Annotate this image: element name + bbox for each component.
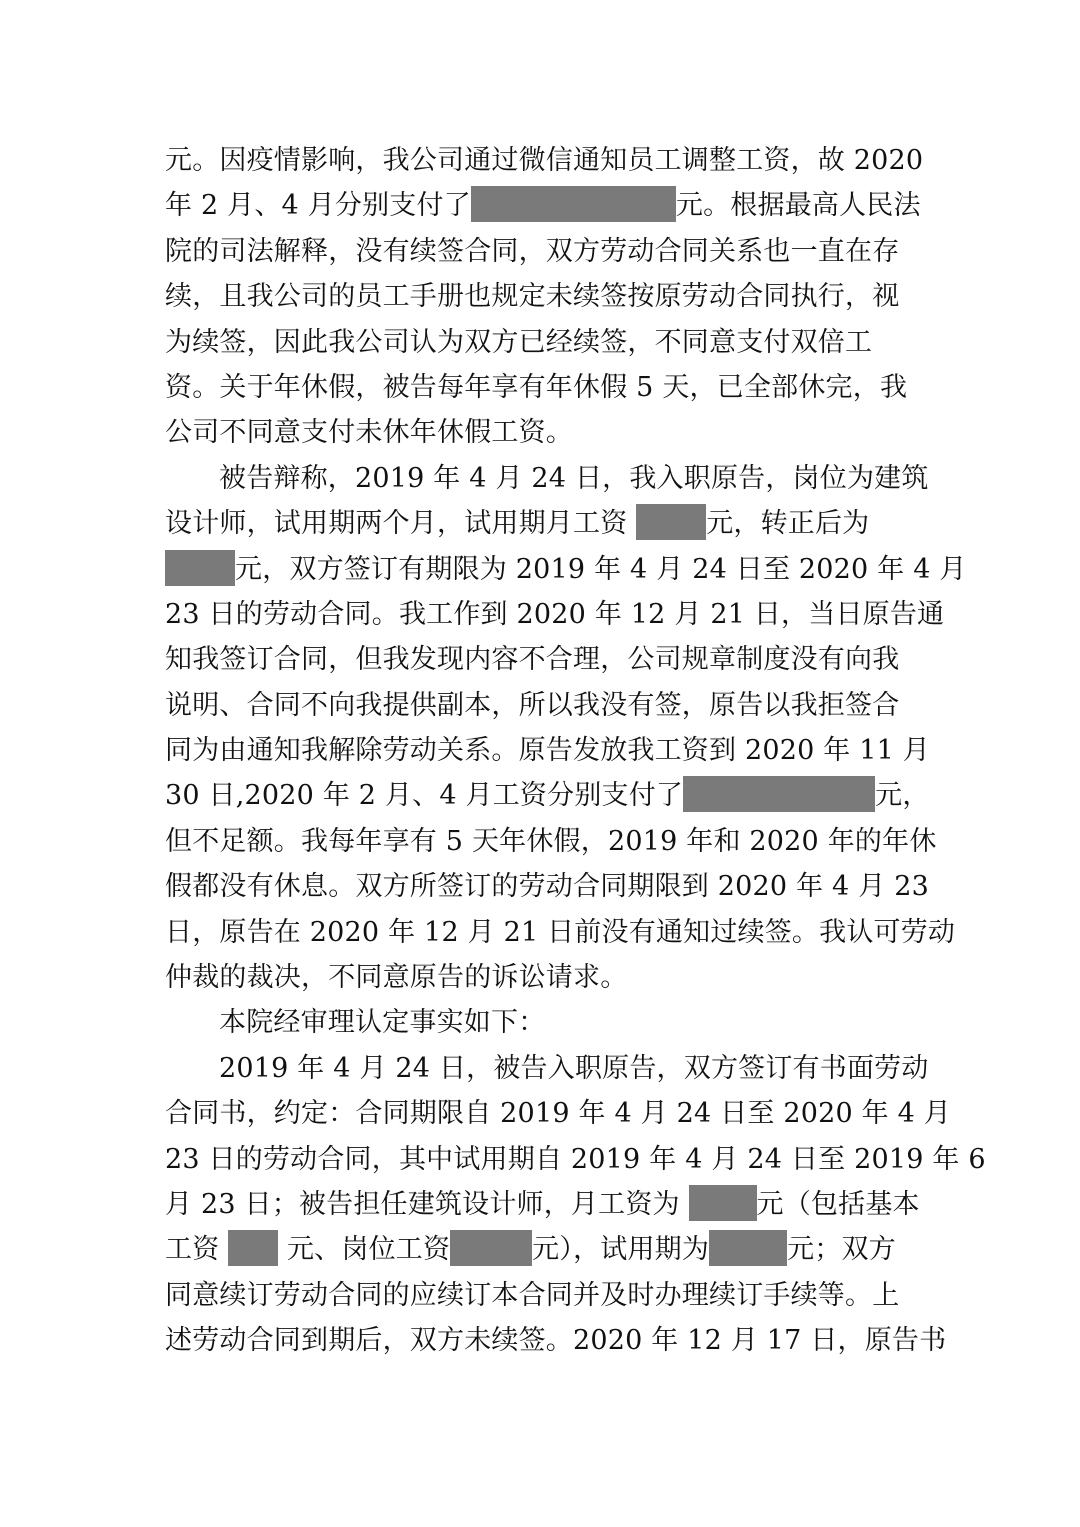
text-line xyxy=(165,410,925,455)
text-line xyxy=(165,456,929,501)
text-segment: 元。根据最高人民法 xyxy=(675,190,921,222)
text-segment: 月 23 日；被告担任建筑设计师，月工资为 xyxy=(165,1188,689,1220)
text-segment: 同为由通知我解除劳动关系。原告发放我工资到 2020 年 11 月 xyxy=(165,735,930,767)
text-segment: 元（包括基本 xyxy=(756,1188,920,1220)
text-segment: 合同书，约定：合同期限自 2019 年 4 月 24 日至 2020 年 4 月 xyxy=(165,1098,951,1130)
text-segment: 公司不同意支付未休年休假工资。 xyxy=(165,417,573,449)
text-line xyxy=(165,547,967,592)
text-line xyxy=(165,728,930,773)
text-line xyxy=(165,274,925,319)
redaction-box xyxy=(228,1230,278,1266)
text-line xyxy=(165,1091,951,1136)
text-segment: 元，双方签订有期限为 2019 年 4 月 24 日至 2020 年 4 月 xyxy=(235,553,967,585)
text-line xyxy=(165,1046,929,1091)
text-line xyxy=(165,1318,947,1363)
text-segment: 设计师，试用期两个月，试用期月工资 xyxy=(165,508,637,540)
text-line xyxy=(165,501,925,546)
text-line xyxy=(165,229,925,274)
text-segment: 23 日的劳动合同，其中试用期自 2019 年 4 月 24 日至 2019 年 6 xyxy=(165,1143,986,1175)
redaction-box xyxy=(709,1230,787,1266)
text-segment: 同意续订劳动合同的应续订本合同并及时办理续订手续等。上 xyxy=(165,1279,900,1311)
text-segment: 23 日的劳动合同。我工作到 2020 年 12 月 21 日，当日原告通 xyxy=(165,598,945,630)
text-line xyxy=(165,864,929,909)
text-segment: 元。因疫情影响，我公司通过微信通知员工调整工资，故 2020 xyxy=(165,145,924,176)
text-line xyxy=(165,683,925,728)
text-segment: 假都没有休息。双方所签订的劳动合同期限到 2020 年 4 月 23 xyxy=(165,871,929,903)
text-line xyxy=(165,320,925,365)
text-segment: 30 日,2020 年 2 月、4 月工资分别支付了 xyxy=(165,780,684,812)
text-line xyxy=(165,1000,925,1045)
text-segment: 年 2 月、4 月分别支付了 xyxy=(165,190,471,222)
redaction-box xyxy=(636,504,706,540)
redaction-box xyxy=(689,1185,757,1221)
text-segment: 元，转正后为 xyxy=(706,508,870,540)
document-body xyxy=(165,138,986,1364)
text-segment: 2019 年 4 月 24 日，被告入职原告，双方签订有书面劳动 xyxy=(219,1052,929,1084)
text-segment: 日，原告在 2020 年 12 月 21 日前没有通知过续签。我认可劳动 xyxy=(165,916,956,948)
redaction-box xyxy=(450,1230,532,1266)
text-line xyxy=(165,1273,925,1318)
text-line xyxy=(165,955,925,1000)
text-line xyxy=(165,183,925,228)
text-line xyxy=(165,1182,925,1227)
text-segment: 本院经审理认定事实如下： xyxy=(219,1007,546,1039)
text-line xyxy=(165,910,956,955)
text-segment: 说明、合同不向我提供副本，所以我没有签，原告以我拒签合 xyxy=(165,689,900,721)
text-line xyxy=(165,592,945,637)
text-segment: 元， xyxy=(875,780,930,812)
text-segment: 元、岗位工资 xyxy=(278,1234,451,1266)
text-line xyxy=(165,637,925,682)
text-segment: 元；双方 xyxy=(787,1234,896,1266)
text-segment: 但不足额。我每年享有 5 天年休假，2019 年和 2020 年的年休 xyxy=(165,825,937,857)
text-segment: 资。关于年休假，被告每年享有年休假 5 天，已全部休完，我 xyxy=(165,371,908,403)
text-segment: 院的司法解释，没有续签合同，双方劳动合同关系也一直在存 xyxy=(165,235,900,267)
text-segment: 被告辩称，2019 年 4 月 24 日，我入职原告，岗位为建筑 xyxy=(219,462,929,494)
text-line xyxy=(165,365,925,410)
text-segment: 仲裁的裁决，不同意原告的诉讼请求。 xyxy=(165,962,628,994)
redaction-box xyxy=(165,550,235,586)
text-line xyxy=(165,1137,986,1182)
text-segment: 工资 xyxy=(165,1234,229,1266)
redaction-box xyxy=(683,776,875,812)
text-segment: 述劳动合同到期后，双方未续签。2020 年 12 月 17 日，原告书 xyxy=(165,1325,947,1357)
redaction-box xyxy=(471,186,676,222)
text-line xyxy=(165,773,930,818)
text-line xyxy=(165,819,937,864)
text-line xyxy=(165,138,925,183)
text-segment: 知我签订合同，但我发现内容不合理，公司规章制度没有向我 xyxy=(165,644,900,676)
text-line xyxy=(165,1227,925,1272)
text-segment: 为续签，因此我公司认为双方已经续签，不同意支付双倍工 xyxy=(165,326,873,358)
text-segment: 元），试用期为 xyxy=(532,1234,710,1266)
text-segment: 续，且我公司的员工手册也规定未续签按原劳动合同执行，视 xyxy=(165,281,900,313)
